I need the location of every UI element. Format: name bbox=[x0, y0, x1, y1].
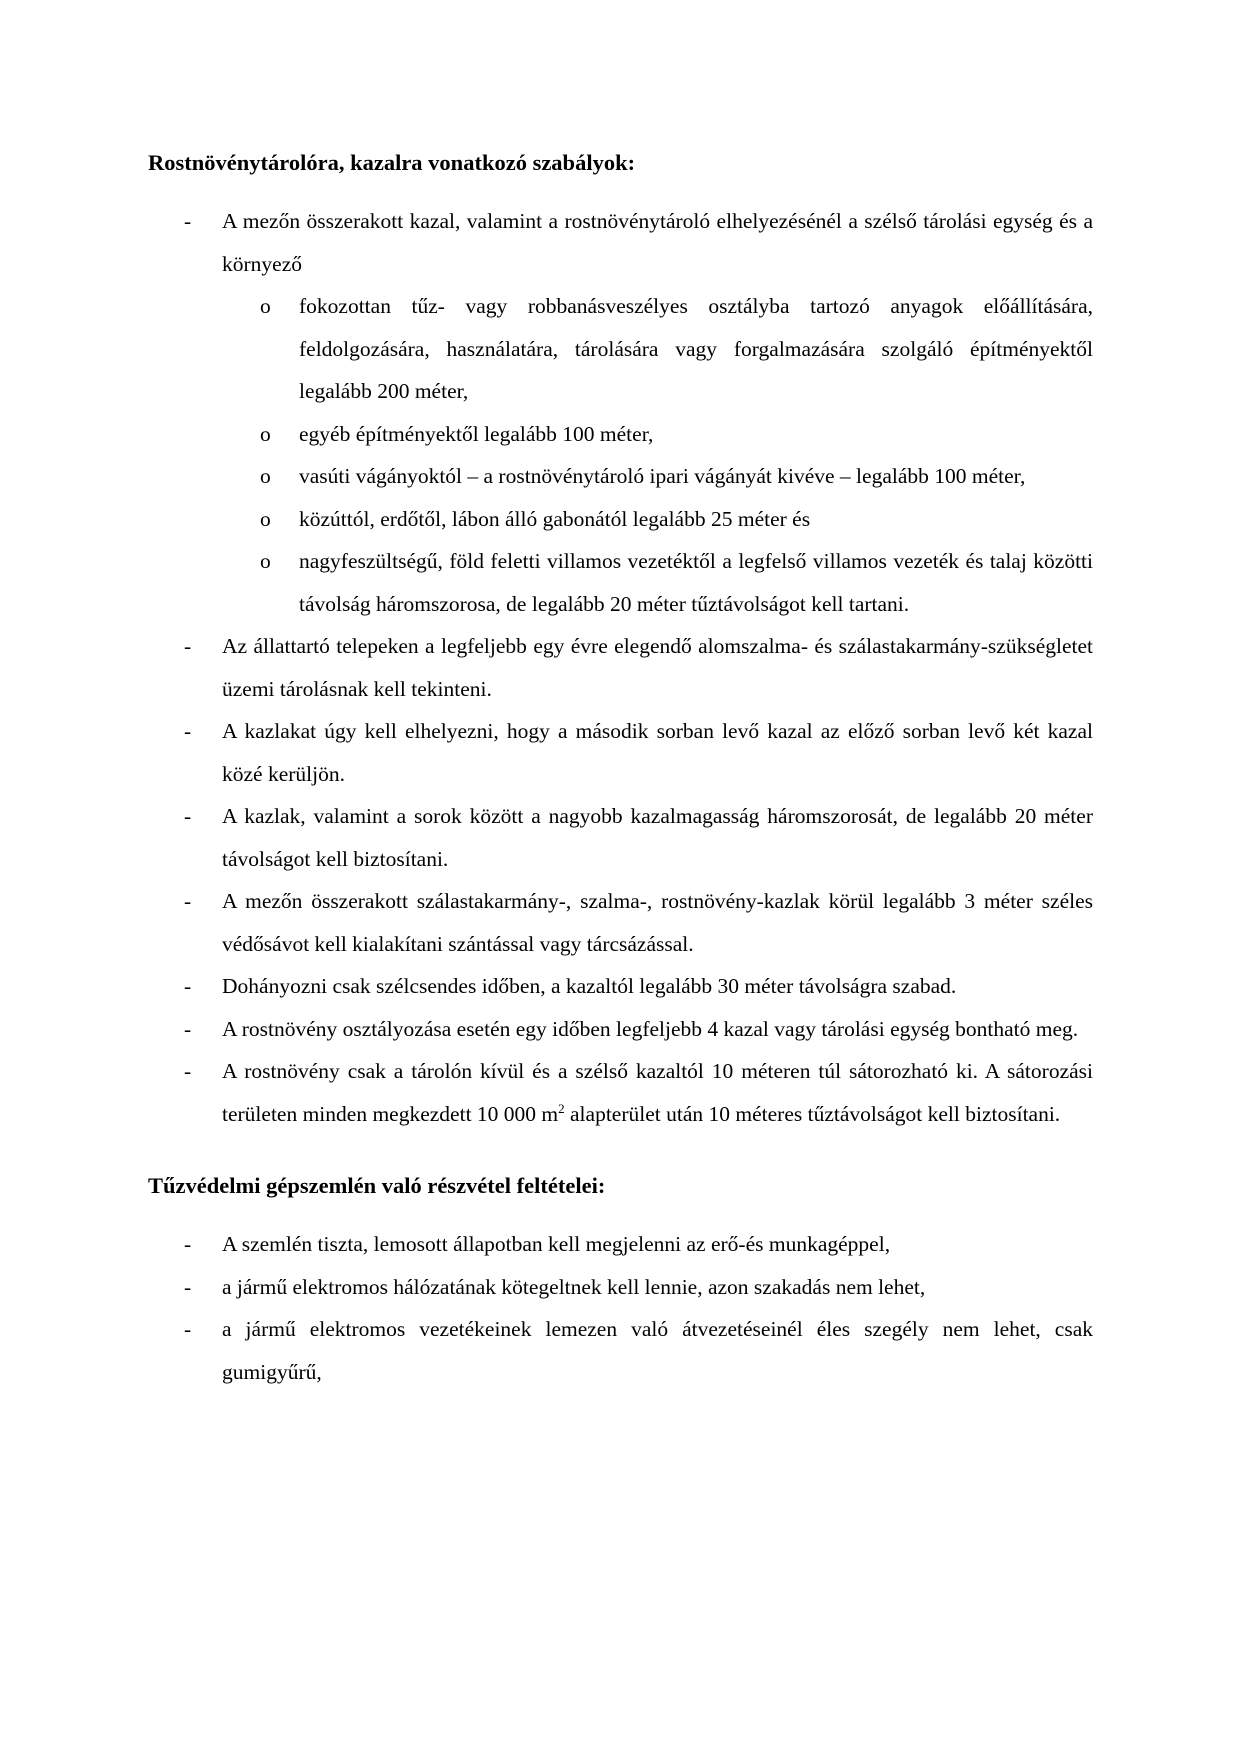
sublist-item bbox=[222, 540, 1093, 625]
circle-marker: o bbox=[260, 549, 271, 573]
list-item-text: A szemlén tiszta, lemosott állapotban kell megjelenni az erő-és munkagéppel, bbox=[222, 1232, 891, 1256]
list-item bbox=[148, 1008, 1093, 1051]
dash-marker: - bbox=[184, 719, 192, 743]
list-item-text: A kazlak, valamint a sorok között a nagyobb kazalmagasság háromszorosát, de legalább 20 méter távolságot kell biztosítani. bbox=[222, 804, 1093, 871]
section-heading-inspection-conditions: Tűzvédelmi gépszemlén való részvétel feltételei: bbox=[148, 1173, 606, 1198]
dash-marker: - bbox=[184, 634, 192, 658]
list-item-text: A rostnövény osztályozása esetén egy időben legfeljebb 4 kazal vagy tárolási egység bontható meg. bbox=[222, 1016, 1079, 1041]
circle-marker: o bbox=[260, 506, 271, 531]
sublist-item bbox=[222, 285, 1093, 413]
sublist-item bbox=[222, 455, 1093, 498]
dash-marker: - bbox=[184, 1059, 192, 1083]
circle-marker: o bbox=[260, 421, 271, 446]
list-item-text-before-superscript: A rostnövény csak a tárolón kívül és a szélső kazaltól 10 méteren túl sátorozható ki. A sátorozási területen minden megkezdett 10 000 m bbox=[222, 1059, 1093, 1126]
superscript-exponent: 2 bbox=[558, 1100, 565, 1116]
dash-marker: - bbox=[184, 974, 192, 998]
list-item-text: Az állattartó telepeken a legfeljebb egy évre elegendő alomszalma- és szálastakarmány-szükségletet üzemi tárolásnak kell tekinteni. bbox=[222, 634, 1093, 701]
inspection-conditions-list bbox=[148, 1223, 1093, 1393]
circle-marker: o bbox=[260, 294, 271, 318]
dash-marker: - bbox=[184, 889, 192, 913]
dash-marker: - bbox=[184, 209, 192, 233]
dash-marker: - bbox=[184, 1016, 192, 1041]
list-item bbox=[148, 795, 1093, 880]
list-item-text: Dohányozni csak szélcsendes időben, a kazaltól legalább 30 méter távolságra szabad. bbox=[222, 974, 957, 998]
list-item bbox=[148, 625, 1093, 710]
circle-marker: o bbox=[260, 464, 271, 488]
sublist-item bbox=[222, 413, 1093, 456]
list-item bbox=[148, 1308, 1093, 1393]
dash-marker: - bbox=[184, 1274, 192, 1299]
distance-sublist bbox=[222, 285, 1093, 625]
list-item bbox=[148, 1266, 1093, 1309]
list-item-text: a jármű elektromos vezetékeinek lemezen való átvezetéseinél éles szegély nem lehet, csak gumigyűrű, bbox=[222, 1317, 1093, 1384]
sublist-item-text: nagyfeszültségű, föld feletti villamos vezetéktől a legfelső villamos vezeték és talaj közötti távolság háromszorosa, de legalább 20 méter tűztávolságot kell tartani. bbox=[299, 549, 1093, 616]
dash-marker: - bbox=[184, 1232, 192, 1256]
sublist-item-text: fokozottan tűz- vagy robbanásveszélyes osztályba tartozó anyagok előállítására, feldolgozására, használatára, tárolására vagy forgalmazására szolgáló építményektől legalább 200 méter, bbox=[299, 294, 1093, 403]
dash-marker: - bbox=[184, 804, 192, 828]
sublist-item bbox=[222, 498, 1093, 541]
sublist-item-text: egyéb építményektől legalább 100 méter, bbox=[299, 421, 654, 446]
list-item bbox=[148, 1050, 1093, 1135]
list-item-text: A mezőn összerakott szálastakarmány-, szalma-, rostnövény-kazlak körül legalább 3 méter széles védősávot kell kialakítani szántással vagy tárcsázással. bbox=[222, 889, 1093, 956]
document-page bbox=[148, 142, 1093, 1393]
sublist-item-text: közúttól, erdőtől, lábon álló gabonától legalább 25 méter és bbox=[299, 506, 811, 531]
section-heading-storage-rules: Rostnövénytárolóra, kazalra vonatkozó szabályok: bbox=[148, 150, 636, 175]
list-item-text: a jármű elektromos hálózatának kötegeltnek kell lennie, azon szakadás nem lehet, bbox=[222, 1274, 926, 1299]
dash-marker: - bbox=[184, 1317, 192, 1341]
list-item bbox=[148, 710, 1093, 795]
sublist-item-text: vasúti vágányoktól – a rostnövénytároló ipari vágányát kivéve – legalább 100 méter, bbox=[299, 464, 1026, 488]
storage-rules-list bbox=[148, 200, 1093, 1135]
list-item-text-after-superscript: alapterület után 10 méteres tűztávolságot kell biztosítani. bbox=[564, 1101, 1061, 1126]
list-item bbox=[148, 200, 1093, 625]
list-item bbox=[148, 880, 1093, 965]
list-item bbox=[148, 1223, 1093, 1266]
list-item-text: A mezőn összerakott kazal, valamint a rostnövénytároló elhelyezésénél a szélső tárolási egység és a környező bbox=[222, 209, 1093, 276]
list-item-text: A kazlakat úgy kell elhelyezni, hogy a második sorban levő kazal az előző sorban levő két kazal közé kerüljön. bbox=[222, 719, 1093, 786]
list-item bbox=[148, 965, 1093, 1008]
